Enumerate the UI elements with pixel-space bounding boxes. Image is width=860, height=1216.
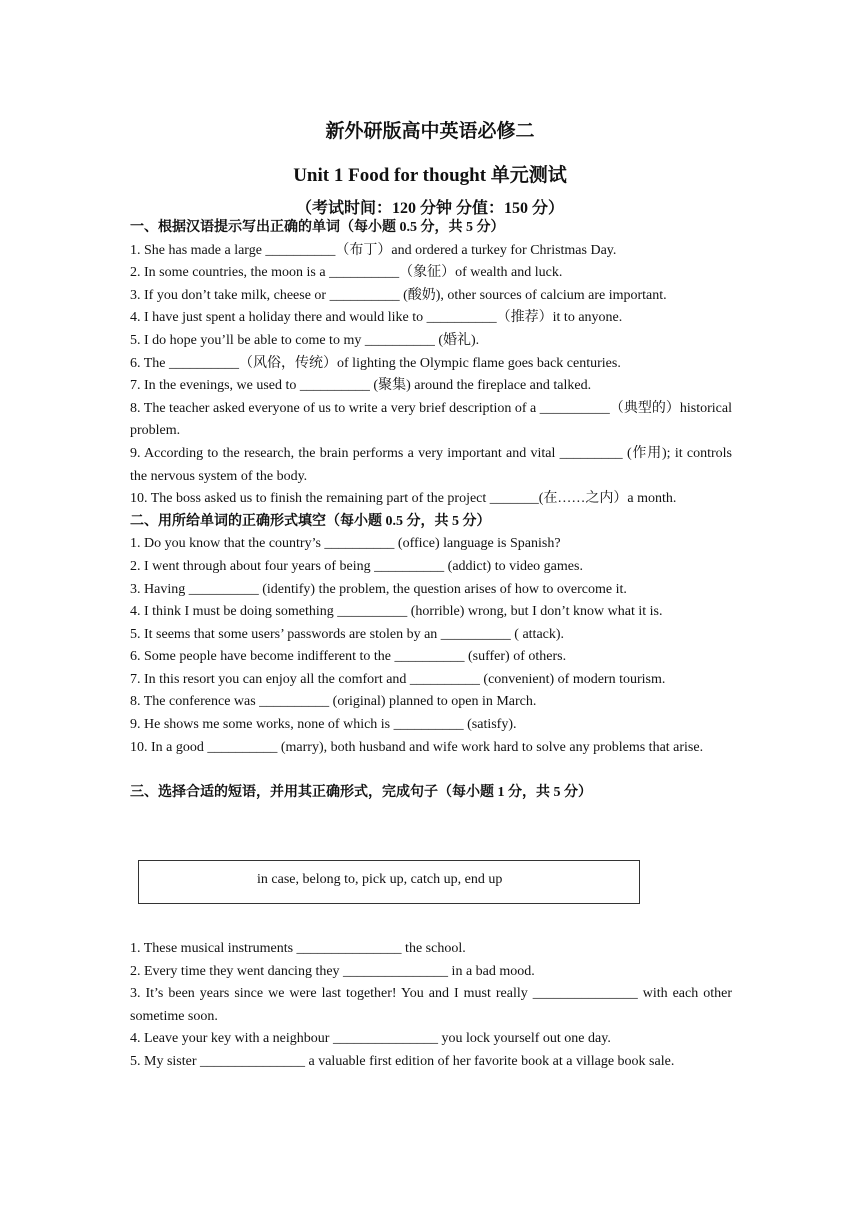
section-3-questions [130, 938, 732, 1074]
question-line: 4. I have just spent a holiday there and would like to __________（推荐）it to anyone. [130, 310, 623, 326]
question-line: 3. Having __________ (identify) the problem, the question arises of how to overcome it. [130, 581, 627, 597]
question-line: 8. The teacher asked everyone of us to write a very brief description of a __________（典型的）historical problem. [130, 400, 732, 439]
question-line: 3. If you don’t take milk, cheese or __________ (酸奶), other sources of calcium are important. [130, 287, 667, 303]
question-line: 10. The boss asked us to finish the remaining part of the project _______(在……之内）a month. [130, 491, 677, 507]
question-line: 2. I went through about four years of being __________ (addict) to video games. [130, 558, 583, 574]
question-line: 9. According to the research, the brain performs a very important and vital _________ (作用); it controls the nervous system of the body. [130, 445, 732, 484]
question-line: 2. Every time they went dancing they _______________ in a bad mood. [130, 963, 535, 979]
question-line: 7. In the evenings, we used to __________ (聚集) around the fireplace and talked. [130, 378, 592, 394]
section-1 [130, 217, 732, 804]
question-line: 6. The __________（风俗，传统）of lighting the Olympic flame goes back centuries. [130, 355, 621, 371]
question-line: 1. She has made a large __________（布丁）and ordered a turkey for Christmas Day. [130, 242, 617, 258]
question-line: 6. Some people have become indifferent to the __________ (suffer) of others. [130, 649, 567, 665]
phrase-box [138, 860, 640, 904]
section-3-heading: 三、选择合适的短语，并用其正确形式，完成句子（每小题 1 分，共 5 分） [130, 784, 592, 800]
question-line: 5. I do hope you’ll be able to come to my __________ (婚礼). [130, 332, 480, 348]
question-line: 3. It’s been years since we were last together! You and I must really _______________ with each other sometime soon. [130, 986, 732, 1024]
question-line: 4. I think I must be doing something __________ (horrible) wrong, but I don’t know what it is. [130, 604, 663, 620]
phrase-list: in case, belong to, pick up, catch up, end up [257, 872, 503, 887]
question-line: 10. In a good __________ (marry), both husband and wife work hard to solve any problems that arise. [130, 739, 704, 755]
document-subtitle: Unit 1 Food for thought 单元测试 [293, 165, 567, 186]
question-line: 9. He shows me some works, none of which is __________ (satisfy). [130, 717, 517, 733]
section-1-heading: 一、根据汉语提示写出正确的单词（每小题 0.5 分，共 5 分） [130, 220, 505, 235]
document-title: 新外研版高中英语必修二 [325, 121, 535, 142]
question-line: 4. Leave your key with a neighbour _______________ you lock yourself out one day. [130, 1031, 611, 1047]
question-line: 5. My sister _______________ a valuable first edition of her favorite book at a village book sale. [130, 1053, 675, 1069]
question-line: 1. These musical instruments _______________ the school. [130, 941, 466, 956]
question-line: 5. It seems that some users’ passwords are stolen by an __________ ( attack). [130, 626, 565, 642]
question-line: 2. In some countries, the moon is a __________（象征）of wealth and luck. [130, 265, 563, 281]
question-line: 8. The conference was __________ (original) planned to open in March. [130, 694, 537, 710]
question-line: 7. In this resort you can enjoy all the comfort and __________ (convenient) of modern tourism. [130, 671, 666, 687]
question-line: 1. Do you know that the country’s __________ (office) language is Spanish? [130, 536, 561, 552]
section-2-heading: 二、用所给单词的正确形式填空（每小题 0.5 分，共 5 分） [130, 513, 491, 529]
exam-info: （考试时间：120 分钟 分值：150 分） [295, 200, 564, 217]
